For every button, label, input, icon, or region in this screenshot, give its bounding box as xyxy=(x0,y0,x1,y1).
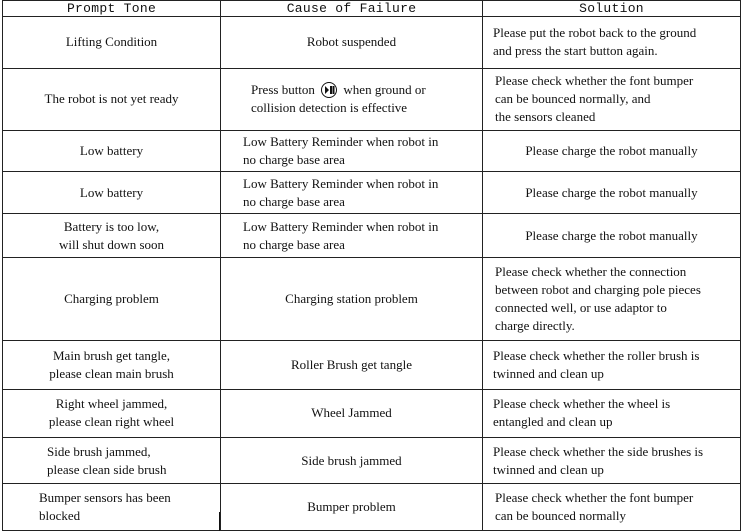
prompt-text: Low battery xyxy=(79,143,144,159)
header-row xyxy=(3,1,741,17)
prompt-cell xyxy=(3,172,221,213)
cause-text: collision detection is effective xyxy=(251,100,408,116)
header-solution: Solution xyxy=(483,1,741,17)
prompt-text: Main brush get tangle, xyxy=(53,347,170,363)
table-row xyxy=(3,213,741,257)
solution-text: connected well, or use adaptor to xyxy=(495,300,667,316)
table-row xyxy=(3,172,741,213)
solution-cell xyxy=(483,438,741,484)
table-row xyxy=(3,68,741,131)
cause-cell xyxy=(221,131,483,172)
table-row xyxy=(3,389,741,437)
cause-cell xyxy=(221,258,483,341)
solution-cell xyxy=(483,389,741,437)
cause-text: when ground or xyxy=(343,82,426,98)
solution-text: Please charge the robot manually xyxy=(525,227,698,243)
prompt-text: The robot is not yet ready xyxy=(44,91,179,107)
solution-cell xyxy=(483,213,741,257)
prompt-text: please clean main brush xyxy=(49,365,174,381)
cause-text: Robot suspended xyxy=(306,34,397,50)
prompt-text: Bumper sensors has been xyxy=(39,490,171,506)
solution-cell xyxy=(483,68,741,131)
solution-text: entangled and clean up xyxy=(493,414,613,430)
solution-cell xyxy=(483,258,741,341)
prompt-cell xyxy=(3,484,221,531)
prompt-text: please clean right wheel xyxy=(48,414,175,430)
header-prompt-tone: Prompt Tone xyxy=(3,1,221,17)
cause-cell xyxy=(221,68,483,131)
prompt-cell xyxy=(3,213,221,257)
cause-cell xyxy=(221,17,483,69)
table-row xyxy=(3,17,741,69)
cause-text: Press button xyxy=(251,82,315,98)
cause-cell xyxy=(221,484,483,531)
prompt-text: will shut down soon xyxy=(58,236,165,252)
solution-text: can be bounced normally xyxy=(495,508,627,524)
cause-text: Bumper problem xyxy=(307,499,396,515)
solution-text: twinned and clean up xyxy=(493,461,604,477)
cause-text: no charge base area xyxy=(243,193,345,209)
solution-cell xyxy=(483,17,741,69)
cause-cell xyxy=(221,172,483,213)
cause-text: Low Battery Reminder when robot in xyxy=(243,175,439,191)
solution-cell xyxy=(483,341,741,389)
cause-text: Wheel Jammed xyxy=(311,405,392,421)
solution-text: Please check whether the roller brush is xyxy=(493,347,700,363)
cause-text: Low Battery Reminder when robot in xyxy=(243,134,439,150)
cause-cell xyxy=(221,438,483,484)
play-pause-button-icon xyxy=(321,82,337,98)
cause-cell xyxy=(221,213,483,257)
prompt-text: Low battery xyxy=(79,184,144,200)
cause-cell xyxy=(221,341,483,389)
table-row xyxy=(3,484,741,531)
solution-text: Please charge the robot manually xyxy=(525,143,698,159)
prompt-text: Battery is too low, xyxy=(63,218,160,234)
solution-text: Please put the robot back to the ground xyxy=(493,25,697,41)
prompt-cell xyxy=(3,438,221,484)
cause-text: Roller Brush get tangle xyxy=(291,356,412,372)
prompt-cell xyxy=(3,389,221,437)
solution-text: Please check whether the wheel is xyxy=(493,396,671,412)
cause-cell xyxy=(221,389,483,437)
table-row xyxy=(3,341,741,389)
solution-text: Please check whether the font bumper xyxy=(495,490,694,506)
solution-text: twinned and clean up xyxy=(493,365,604,381)
cause-text: Low Battery Reminder when robot in xyxy=(243,218,439,234)
column-divider-mark xyxy=(219,512,220,531)
table-row xyxy=(3,131,741,172)
solution-text: and press the start button again. xyxy=(493,43,658,59)
solution-text: Please check whether the font bumper xyxy=(495,73,694,89)
cause-text: Charging station problem xyxy=(285,291,418,307)
prompt-text: Lifting Condition xyxy=(65,34,158,50)
prompt-text: Right wheel jammed, xyxy=(55,396,168,412)
prompt-text: blocked xyxy=(39,508,81,524)
prompt-text: Side brush jammed, xyxy=(47,443,151,459)
cause-text: no charge base area xyxy=(243,152,345,168)
table-row xyxy=(3,258,741,341)
solution-cell xyxy=(483,131,741,172)
prompt-cell xyxy=(3,341,221,389)
solution-text: can be bounced normally, and xyxy=(495,91,651,107)
solution-text: Please check whether the side brushes is xyxy=(493,443,704,459)
prompt-cell xyxy=(3,17,221,69)
cause-text: no charge base area xyxy=(243,236,345,252)
solution-text: charge directly. xyxy=(495,318,575,334)
solution-text: between robot and charging pole pieces xyxy=(495,282,701,298)
table-row xyxy=(3,438,741,484)
prompt-text: Charging problem xyxy=(64,291,159,307)
solution-text: Please check whether the connection xyxy=(495,264,687,280)
prompt-text: please clean side brush xyxy=(47,461,167,477)
prompt-cell xyxy=(3,258,221,341)
solution-text: the sensors cleaned xyxy=(495,109,596,125)
cause-text: Side brush jammed xyxy=(301,452,402,468)
header-cause-of-failure: Cause of Failure xyxy=(221,1,483,17)
solution-cell xyxy=(483,484,741,531)
prompt-cell xyxy=(3,131,221,172)
solution-text: Please charge the robot manually xyxy=(525,184,698,200)
solution-cell xyxy=(483,172,741,213)
prompt-cell xyxy=(3,68,221,131)
troubleshooting-table xyxy=(2,0,741,531)
